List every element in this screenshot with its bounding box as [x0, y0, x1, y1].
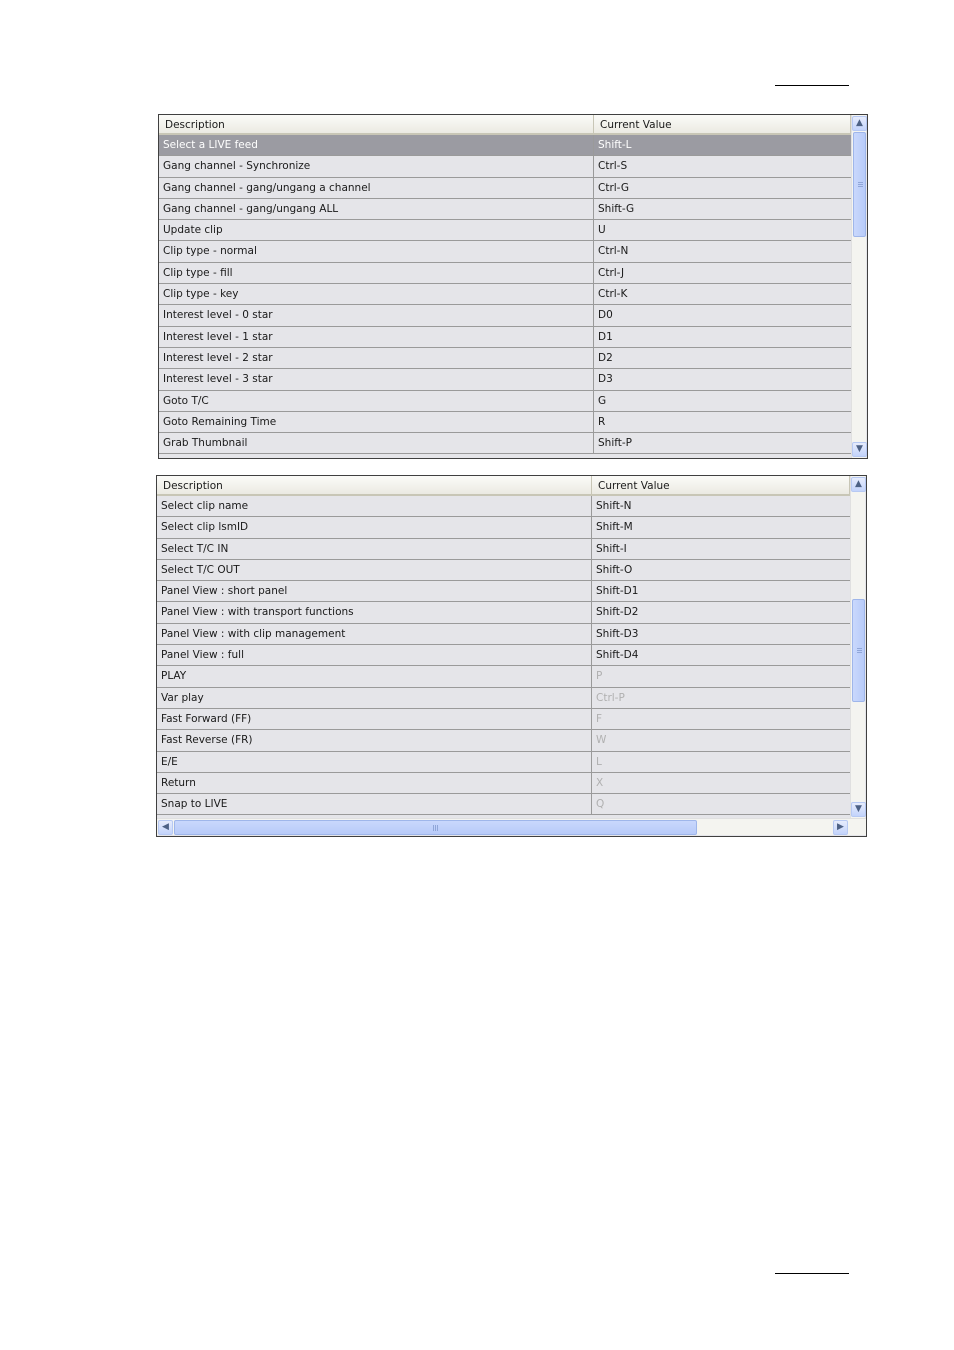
- table-row[interactable]: [157, 496, 850, 517]
- grip-line: [435, 825, 436, 831]
- table-row[interactable]: [159, 305, 851, 326]
- table-row[interactable]: [157, 752, 850, 773]
- grip-line: [857, 648, 862, 649]
- shortcut-value-cell[interactable]: D0: [598, 309, 613, 322]
- table-row[interactable]: [159, 156, 851, 177]
- shortcut-value-cell[interactable]: D2: [598, 351, 613, 364]
- shortcut-value-cell[interactable]: Shift-P: [598, 437, 632, 450]
- shortcut-value-cell[interactable]: Shift-D1: [596, 585, 639, 598]
- table-row[interactable]: [157, 581, 850, 602]
- table-row[interactable]: [157, 773, 850, 794]
- table-row[interactable]: [159, 327, 851, 348]
- grip-line: [857, 652, 862, 653]
- shortcut-value-cell[interactable]: W: [596, 734, 607, 747]
- table-row[interactable]: [157, 517, 850, 538]
- table-row[interactable]: [157, 539, 850, 560]
- shortcut-value-cell[interactable]: Shift-D3: [596, 627, 639, 640]
- shortcut-value-cell[interactable]: L: [596, 755, 602, 768]
- description-cell: Gang channel - gang/ungang a channel: [159, 178, 594, 198]
- table-row[interactable]: [157, 730, 850, 751]
- description-cell: Return: [157, 773, 592, 793]
- description-cell: Select clip name: [157, 496, 592, 516]
- table-row[interactable]: [157, 645, 850, 666]
- description-cell: Interest level - 3 star: [159, 369, 594, 389]
- table-row[interactable]: [159, 241, 851, 262]
- table-row[interactable]: [159, 284, 851, 305]
- horizontal-scrollbar-thumb[interactable]: [174, 820, 697, 835]
- grid-rows: [159, 135, 851, 454]
- shortcut-value-cell[interactable]: Shift-O: [596, 563, 633, 576]
- shortcut-value-cell[interactable]: R: [598, 415, 606, 428]
- shortcut-value-cell[interactable]: G: [598, 394, 607, 407]
- table-row[interactable]: [157, 624, 850, 645]
- vertical-scrollbar[interactable]: [851, 115, 866, 458]
- table-row[interactable]: [159, 199, 851, 220]
- table-row[interactable]: [157, 560, 850, 581]
- vertical-scrollbar[interactable]: [850, 476, 865, 818]
- scroll-up-icon[interactable]: ▲: [852, 116, 867, 131]
- table-row[interactable]: [157, 602, 850, 623]
- table-row[interactable]: [159, 220, 851, 241]
- grid-rows: [157, 496, 850, 815]
- scroll-right-icon[interactable]: ▶: [833, 820, 848, 835]
- shortcut-value-cell[interactable]: Shift-M: [596, 521, 633, 534]
- description-cell: Fast Forward (FF): [157, 709, 592, 729]
- description-cell: Clip type - key: [159, 284, 594, 304]
- table-row[interactable]: [159, 263, 851, 284]
- description-cell: Gang channel - Synchronize: [159, 156, 594, 176]
- grip-line: [437, 825, 438, 831]
- column-header-current-value[interactable]: Current Value: [592, 476, 850, 494]
- table-row[interactable]: [159, 135, 851, 156]
- scrollbar-thumb[interactable]: [853, 132, 866, 237]
- shortcut-grid-1: [158, 114, 868, 459]
- description-cell: Goto T/C: [159, 391, 594, 411]
- description-cell: PLAY: [157, 666, 592, 686]
- shortcut-value-cell[interactable]: Shift-I: [596, 542, 627, 555]
- shortcut-value-cell[interactable]: Shift-N: [596, 500, 632, 512]
- scroll-left-icon[interactable]: ◀: [158, 820, 173, 835]
- table-row[interactable]: [159, 369, 851, 390]
- bottom-page-rule: [775, 1273, 849, 1274]
- table-row[interactable]: [157, 666, 850, 687]
- shortcut-value-cell[interactable]: X: [596, 776, 604, 789]
- shortcut-value-cell[interactable]: Ctrl-K: [598, 288, 628, 301]
- description-cell: Goto Remaining Time: [159, 412, 594, 432]
- grip-line: [857, 650, 862, 651]
- shortcut-value-cell[interactable]: Shift-D4: [596, 649, 639, 662]
- grid-header: [157, 476, 850, 496]
- description-cell: Panel View : with transport functions: [157, 602, 592, 622]
- shortcut-value-cell[interactable]: D1: [598, 330, 613, 343]
- shortcut-grid-2: [156, 475, 867, 837]
- shortcut-value-cell[interactable]: Ctrl-N: [598, 245, 629, 258]
- shortcut-value-cell[interactable]: Shift-G: [598, 202, 635, 215]
- description-cell: Clip type - normal: [159, 241, 594, 261]
- shortcut-value-cell[interactable]: P: [596, 670, 603, 683]
- scroll-down-icon[interactable]: ▼: [852, 442, 867, 457]
- description-cell: Snap to LIVE: [157, 794, 592, 814]
- description-cell: Select clip lsmID: [157, 517, 592, 537]
- grip-line: [858, 184, 863, 185]
- shortcut-value-cell[interactable]: Shift-D2: [596, 606, 639, 619]
- scroll-up-icon[interactable]: ▲: [851, 477, 866, 492]
- description-cell: Select T/C IN: [157, 539, 592, 559]
- column-header-current-value[interactable]: Current Value: [594, 115, 851, 133]
- description-cell: Panel View : short panel: [157, 581, 592, 601]
- shortcut-value-cell[interactable]: Ctrl-J: [598, 266, 625, 279]
- shortcut-value-cell[interactable]: Ctrl-S: [598, 160, 628, 173]
- description-cell: Gang channel - gang/ungang ALL: [159, 199, 594, 219]
- grip-line: [858, 182, 863, 183]
- description-cell: Interest level - 0 star: [159, 305, 594, 325]
- table-row[interactable]: [157, 709, 850, 730]
- description-cell: Select a LIVE feed: [159, 135, 594, 155]
- grip-line: [433, 825, 434, 831]
- column-header-description[interactable]: Description: [157, 476, 592, 494]
- description-cell: Panel View : full: [157, 645, 592, 665]
- shortcut-value-cell[interactable]: D3: [598, 373, 613, 386]
- table-row[interactable]: [159, 178, 851, 199]
- table-row[interactable]: [159, 433, 851, 454]
- shortcut-value-cell[interactable]: F: [596, 712, 603, 725]
- grid-header: [159, 115, 851, 135]
- description-cell: E/E: [157, 752, 592, 772]
- description-cell: Select T/C OUT: [157, 560, 592, 580]
- table-row[interactable]: [157, 794, 850, 815]
- description-cell: Clip type - fill: [159, 263, 594, 283]
- scrollbar-thumb[interactable]: [852, 599, 865, 702]
- table-row[interactable]: [159, 412, 851, 433]
- horizontal-scrollbar[interactable]: [157, 818, 866, 835]
- description-cell: Fast Reverse (FR): [157, 730, 592, 750]
- description-cell: Panel View : with clip management: [157, 624, 592, 644]
- table-row[interactable]: [159, 391, 851, 412]
- description-cell: Grab Thumbnail: [159, 433, 594, 453]
- shortcut-value-cell[interactable]: U: [598, 224, 606, 237]
- table-row[interactable]: [157, 688, 850, 709]
- description-cell: Interest level - 1 star: [159, 327, 594, 347]
- shortcut-value-cell[interactable]: Shift-L: [598, 139, 632, 151]
- grip-line: [858, 186, 863, 187]
- scroll-down-icon[interactable]: ▼: [851, 802, 866, 817]
- shortcut-value-cell[interactable]: Ctrl-G: [598, 181, 629, 194]
- top-page-rule: [775, 85, 849, 86]
- description-cell: Interest level - 2 star: [159, 348, 594, 368]
- description-cell: Var play: [157, 688, 592, 708]
- shortcut-value-cell[interactable]: Q: [596, 798, 605, 811]
- column-header-description[interactable]: Description: [159, 115, 594, 133]
- description-cell: Update clip: [159, 220, 594, 240]
- shortcut-value-cell[interactable]: Ctrl-P: [596, 691, 625, 704]
- table-row[interactable]: [159, 348, 851, 369]
